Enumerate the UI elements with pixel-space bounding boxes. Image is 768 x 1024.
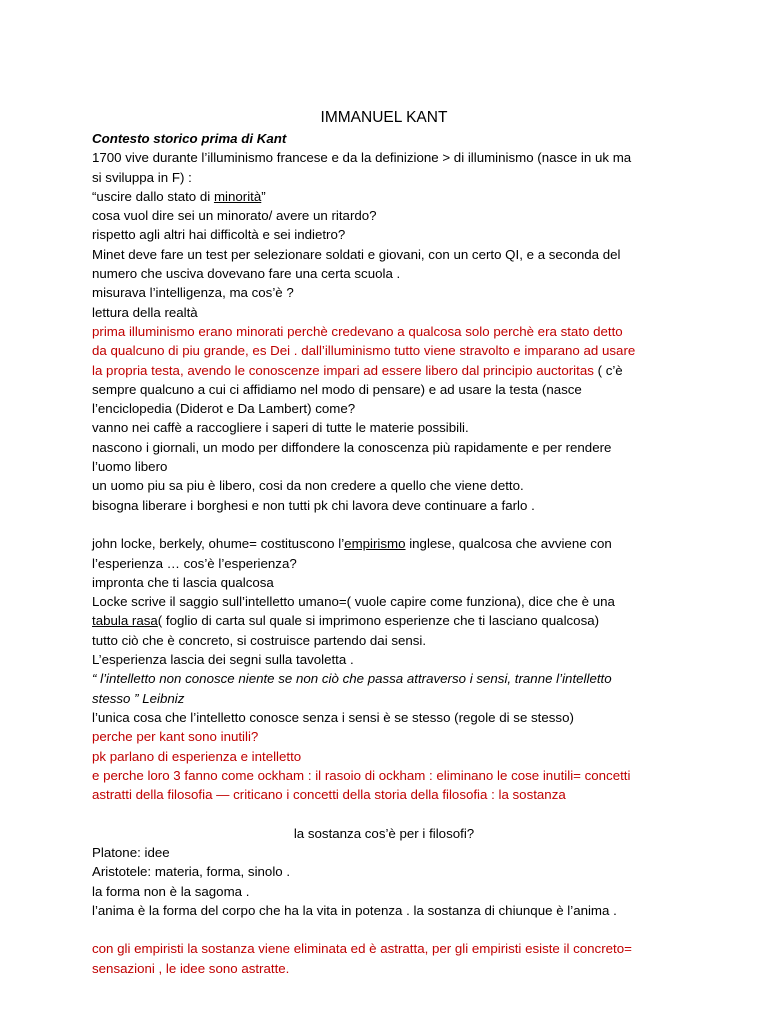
text-line: tutto ciò che è concreto, si costruisce partendo dai sensi. [92,632,427,648]
text-line [92,611,676,630]
text-line: lettura della realtà [92,304,198,320]
red-note-line: pk parlano di esperienza e intelletto [92,748,302,764]
text-span: ” [261,188,266,204]
red-note-line: con gli empiristi la sostanza viene eliminata ed è astratta, per gli empiristi esiste il concreto= [92,941,632,957]
section-empirismo [92,534,676,804]
mixed-line [92,361,676,380]
text-line: L’esperienza lascia dei segni sulla tavoletta . [92,652,354,668]
quote-line: “ l’intelletto non conosce niente se non ciò che passa attraverso i sensi, tranne l’intelletto [92,671,612,687]
red-note-span: la propria testa, avendo le conoscenze impari ad essere libero dal principio auctoritas [92,362,594,378]
text-line [92,534,676,553]
text-line: Aristotele: materia, forma, sinolo . [92,864,291,880]
text-line: 1700 vive durante l’illuminismo francese e da la definizione > di illuminismo (nasce in uk ma [92,150,632,166]
text-span: ( c’è [593,362,623,378]
document-title: IMMANUEL KANT [320,109,448,126]
section-illuminismo [92,148,676,515]
text-line: Minet deve fare un test per selezionare soldati e giovani, con un certo QI, e a seconda del [92,246,621,262]
text-span: “uscire dallo stato di [92,188,214,204]
text-line: Locke scrive il saggio sull’intelletto umano=( vuole capire come funziona), dice che è una [92,594,615,610]
paragraph-gap [92,515,676,534]
text-line: misurava l’intelligenza, ma cos’è ? [92,285,294,301]
text-line: un uomo piu sa piu è libero, cosi da non credere a quello che viene detto. [92,478,524,494]
text-line: nascono i giornali, un modo per diffondere la conoscenza più rapidamente e per rendere [92,439,612,455]
red-note-line: astratti della filosofia — criticano i concetti della storia della filosofia : la sostanza [92,787,566,803]
underlined-term: empirismo [344,536,406,552]
text-line: si sviluppa in F) : [92,169,192,185]
text-line: l’unica cosa che l’intelletto conosce senza i sensi è se stesso (regole di se stesso) [92,709,574,725]
text-line: l’anima è la forma del corpo che ha la vita in potenza . la sostanza di chiunque è l’anima . [92,902,617,918]
red-note-line: prima illuminismo erano minorati perchè credevano a qualcosa solo perchè era stato detto [92,323,623,339]
text-line: bisogna liberare i borghesi e non tutti pk chi lavora deve continuare a farlo . [92,497,535,513]
red-note-line: perche per kant sono inutili? [92,729,259,745]
text-line: la forma non è la sagoma . [92,883,250,899]
underlined-term: tabula rasa [92,613,158,629]
underlined-term: minorità [213,188,262,204]
text-line: cosa vuol dire sei un minorato/ avere un ritardo? [92,208,377,224]
text-line: l’enciclopedia (Diderot e Da Lambert) come? [92,401,356,417]
text-line-quote [92,187,676,206]
text-line: l’uomo libero [92,459,168,475]
text-span: inglese, qualcosa che avviene con [405,536,612,552]
text-line: sempre qualcuno a cui ci affidiamo nel modo di pensare) e ad usare la testa (nasce [92,381,582,397]
text-span: john locke, berkely, ohume= costituscono l’ [92,536,345,552]
section-heading: la sostanza cos’è per i filosofi? [293,825,475,841]
quote-line: stesso ” Leibniz [92,690,185,706]
text-line: vanno nei caffè a raccogliere i saperi di tutte le materie possibili. [92,420,469,436]
text-line: numero che usciva dovevano fare una certa scuola . [92,266,401,282]
red-note-line: sensazioni , le idee sono astratte. [92,960,290,976]
paragraph-gap [92,920,676,939]
text-span: ( foglio di carta sul quale si imprimono esperienze che ti lasciano qualcosa) [157,613,600,629]
red-note-line: e perche loro 3 fanno come ockham : il rasoio di ockham : eliminano le cose inutili= concetti [92,767,631,783]
section-sostanza [92,824,676,978]
red-note-line: da qualcuno di piu grande, es Dei . dall’illuminismo tutto viene stravolto e imparano ad usare [92,343,636,359]
text-line: Platone: idee [92,844,170,860]
text-line: l’esperienza … cos’è l’esperienza? [92,555,297,571]
paragraph-gap [92,804,676,823]
text-line: rispetto agli altri hai difficoltà e sei indietro? [92,227,346,243]
section-subtitle: Contesto storico prima di Kant [92,131,287,146]
text-line: impronta che ti lascia qualcosa [92,574,274,590]
